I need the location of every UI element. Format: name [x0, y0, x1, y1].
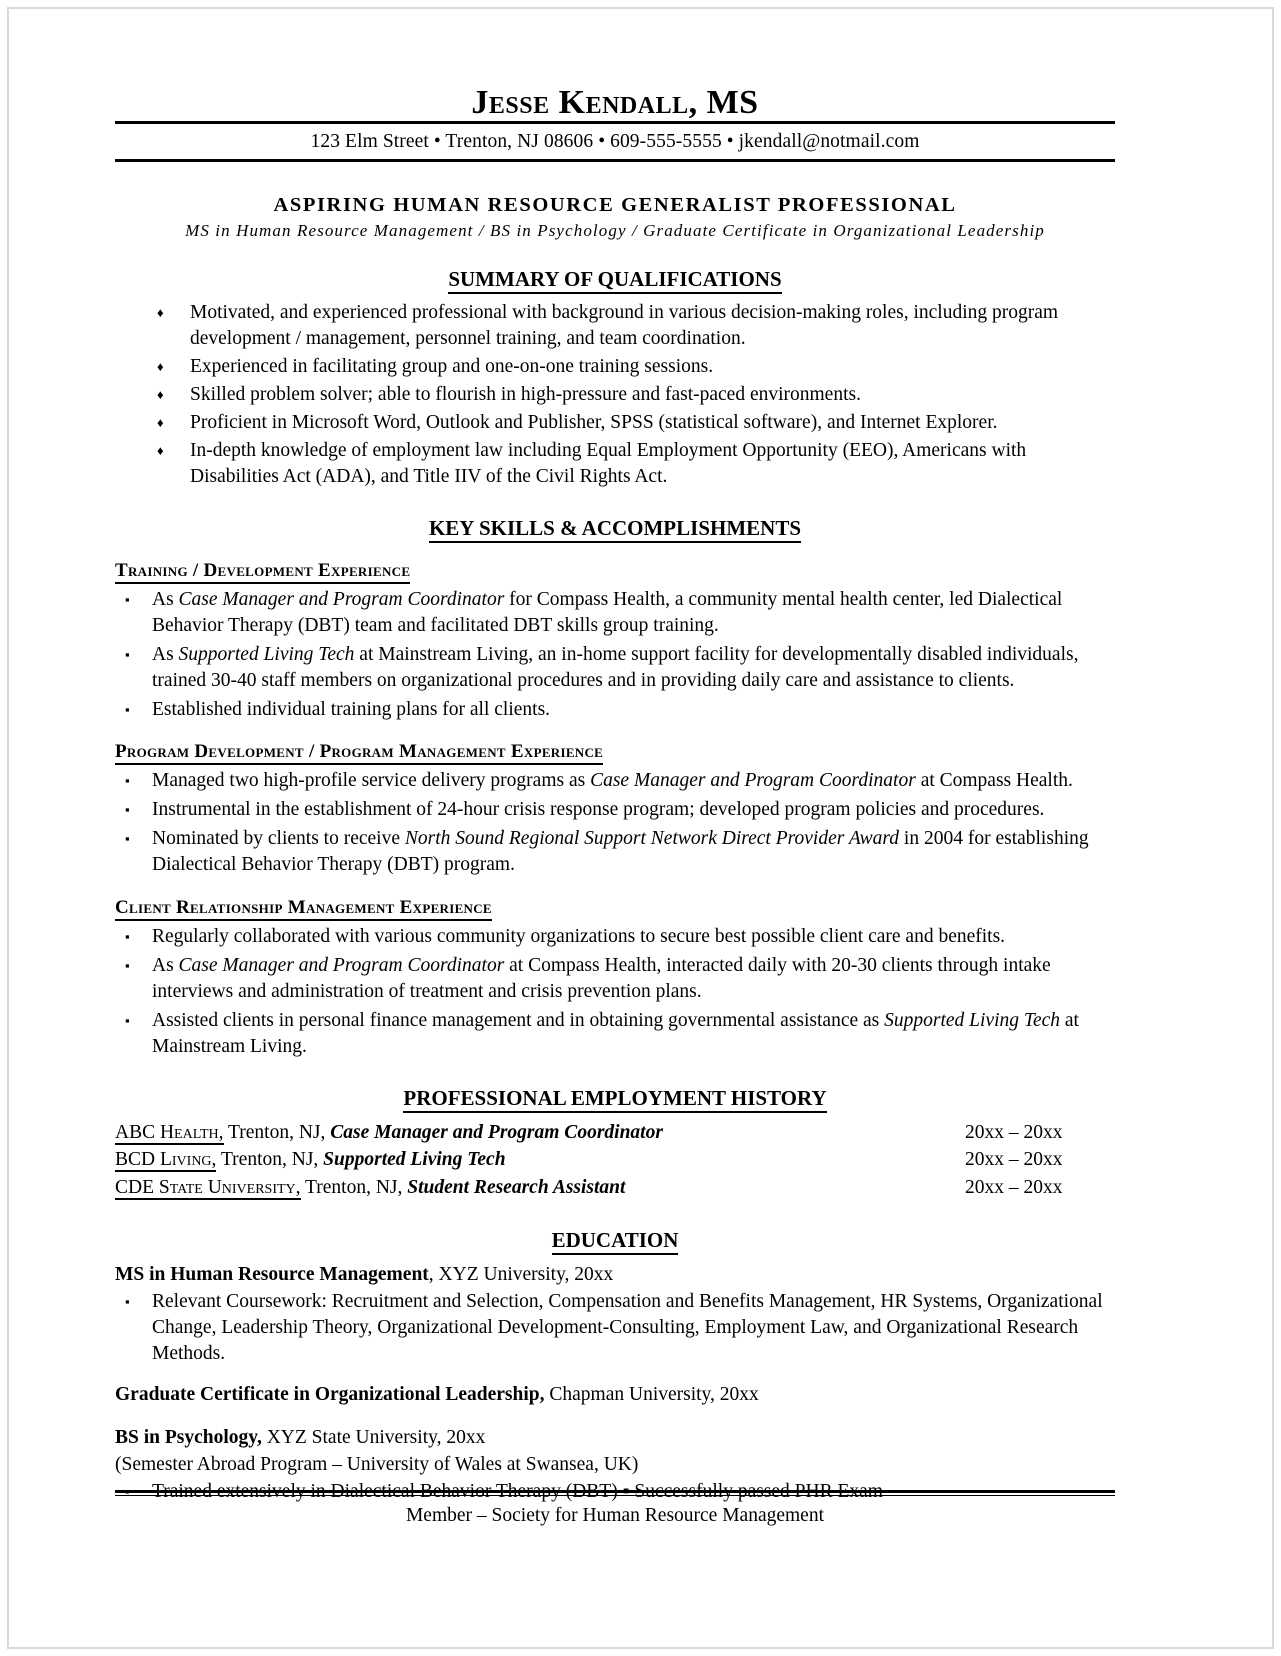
job-company: ABC Health,	[115, 1121, 224, 1143]
list-item-emphasis: North Sound Regional Support Network Direct Provider Award	[404, 828, 900, 850]
header-rule-bottom	[115, 159, 1115, 162]
list-item	[115, 953, 1115, 1005]
education-entry-ms	[115, 1262, 1115, 1367]
subsection-list	[115, 768, 1115, 878]
professional-headline: ASPIRING HUMAN RESOURCE GENERALIST PROFESSIONAL	[273, 194, 957, 217]
list-item-text: Instrumental in the establishment of 24-hour crisis response program; developed program policies and procedures.	[152, 799, 1045, 821]
list-item	[115, 924, 1115, 950]
candidate-name	[115, 84, 1115, 121]
subsection-heading-text: Training / Development Experience	[115, 560, 410, 584]
section-heading-key-skills	[115, 516, 1115, 541]
diamond-bullet-icon: ♦	[157, 387, 164, 403]
section-heading-employment	[115, 1086, 1115, 1111]
list-item-text: for Compass Health, a community mental health center, led Dialectical Behavior Therapy (DBT) team and facilitated DBT skills group training.	[152, 588, 1063, 636]
job-location: Trenton, NJ,	[300, 1177, 408, 1199]
list-item-emphasis: Supported Living Tech	[884, 1009, 1061, 1031]
page-footer	[115, 1490, 1115, 1527]
table-row	[115, 1146, 1115, 1174]
subsection-heading	[115, 897, 1115, 919]
inline-square-bullet-icon: ▪	[622, 1481, 630, 1503]
square-bullet-icon: ▪	[125, 591, 130, 607]
list-item-text: Regularly collaborated with various community organizations to secure best possible client care and benefits.	[152, 926, 1006, 948]
education-degree-bs-detail: XYZ State University, 20xx	[261, 1427, 486, 1449]
list-item-text: Assisted clients in personal finance management and in obtaining governmental assistance as	[152, 1009, 885, 1031]
list-item	[115, 768, 1115, 794]
list-item-text: As	[152, 955, 179, 977]
education-degree-ms-title: MS in Human Resource Management	[115, 1263, 429, 1285]
list-item-text: As	[152, 588, 179, 610]
section-heading-education-text: EDUCATION	[552, 1228, 679, 1255]
job-description	[115, 1174, 921, 1202]
education-degree-certificate-detail: Chapman University, 20xx	[544, 1384, 759, 1406]
table-row	[115, 1119, 1115, 1147]
list-item-text: In-depth knowledge of employment law including Equal Employment Opportunity (EEO), Americans with Disabilities Act (ADA), and Title IIV of the Civil Rights Act.	[190, 440, 1027, 487]
coursework-text: Relevant Coursework: Recruitment and Selection, Compensation and Benefits Management, HR Systems, Organizational Change, Leadership Theory, Organizational Development-Consulting, Employment Law, and Organizational Research Methods.	[152, 1290, 1103, 1364]
candidate-name-suffix: MS	[706, 84, 759, 121]
job-title: Supported Living Tech	[323, 1149, 506, 1171]
list-item-text: at Compass Health.	[915, 770, 1073, 792]
list-item-emphasis: Case Manager and Program Coordinator	[178, 588, 505, 610]
square-bullet-icon: ▪	[125, 831, 130, 847]
list-item	[115, 382, 1115, 408]
diamond-bullet-icon: ♦	[157, 415, 164, 431]
list-item-text: in 2004 for establishing Dialectical Behavior Therapy (DBT) program.	[152, 828, 1089, 876]
education-degree-bs	[115, 1425, 1115, 1452]
list-item-text: Experienced in facilitating group and one-on-one training sessions.	[190, 356, 714, 378]
square-bullet-icon: ▪	[125, 1012, 130, 1028]
job-description	[115, 1146, 921, 1174]
list-item	[115, 587, 1115, 639]
job-location: Trenton, NJ,	[216, 1149, 324, 1171]
list-item	[115, 1289, 1115, 1367]
list-item-text: Motivated, and experienced professional with background in various decision-making roles, including program development / management, personnel training, and team coordination.	[190, 302, 1059, 350]
job-company: CDE State University,	[115, 1177, 301, 1199]
training-text-a: Trained extensively in Dialectical Behavior Therapy (DBT)	[152, 1481, 623, 1503]
list-item-emphasis: Case Manager and Program Coordinator	[590, 770, 916, 792]
job-dates: 20xx – 20xx	[965, 1177, 1063, 1199]
section-heading-employment-text: PROFESSIONAL EMPLOYMENT HISTORY	[403, 1086, 826, 1113]
section-heading-summary-text: SUMMARY OF QUALIFICATIONS	[448, 267, 781, 294]
education-degree-bs-title: BS in Psychology,	[115, 1427, 262, 1449]
subsection-list	[115, 587, 1115, 723]
candidate-name-text: Jesse Kendall,	[471, 84, 698, 121]
subsection-heading	[115, 560, 1115, 582]
subsection-heading-text: Client Relationship Management Experience	[115, 897, 492, 921]
list-item	[115, 438, 1115, 490]
job-title: Case Manager and Program Coordinator	[330, 1121, 663, 1143]
list-item-text: Skilled problem solver; able to flourish in high-pressure and fast-paced environments.	[190, 384, 861, 406]
education-entry-certificate	[115, 1382, 1115, 1409]
key-skills-groups	[115, 560, 1115, 1060]
contact-line: 123 Elm Street • Trenton, NJ 08606 • 609-555-5555 • jkendall@notmail.com	[310, 131, 920, 153]
list-item-text: at Compass Health, interacted daily with 20-30 clients through intake interviews and administration of treatment and crisis prevention plans.	[152, 955, 1051, 1002]
education-degree-ms	[115, 1262, 1115, 1289]
square-bullet-icon: ▪	[125, 1484, 130, 1500]
list-item	[115, 642, 1115, 694]
diamond-bullet-icon: ♦	[157, 443, 164, 458]
job-title: Student Research Assistant	[407, 1177, 626, 1199]
credentials-line: MS in Human Resource Management / BS in Psychology / Graduate Certificate in Organizational Leadership	[185, 221, 1045, 241]
section-heading-key-skills-text: KEY SKILLS & ACCOMPLISHMENTS	[429, 516, 801, 543]
list-item-text: As	[152, 643, 179, 665]
square-bullet-icon: ▪	[125, 646, 130, 662]
summary-list	[115, 300, 1115, 489]
list-item	[115, 300, 1115, 352]
list-item-text: Proficient in Microsoft Word, Outlook and Publisher, SPSS (statistical software), and Internet Explorer.	[190, 412, 998, 434]
job-dates: 20xx – 20xx	[965, 1149, 1063, 1171]
square-bullet-icon: ▪	[125, 802, 130, 818]
list-item	[115, 1008, 1115, 1060]
list-item	[115, 826, 1115, 878]
section-heading-education	[115, 1228, 1115, 1253]
list-item	[115, 410, 1115, 436]
diamond-bullet-icon: ♦	[157, 359, 164, 375]
list-item	[115, 697, 1115, 723]
diamond-bullet-icon: ♦	[157, 305, 164, 321]
job-company: BCD Living,	[115, 1149, 217, 1171]
list-item	[115, 354, 1115, 380]
list-item-emphasis: Case Manager and Program Coordinator	[178, 955, 505, 977]
resume-content	[115, 0, 1115, 1508]
education-degree-certificate	[115, 1382, 1115, 1409]
list-item-text: at Mainstream Living.	[152, 1009, 1079, 1057]
job-description	[115, 1119, 921, 1147]
subsection-heading-text: Program Development / Program Management Experience	[115, 741, 603, 765]
subsection-list	[115, 924, 1115, 1060]
footer-membership-text: Member – Society for Human Resource Management	[405, 1505, 825, 1526]
list-item-text: Managed two high-profile service delivery programs as	[152, 770, 591, 792]
square-bullet-icon: ▪	[125, 958, 130, 974]
list-item-emphasis: Supported Living Tech	[178, 643, 355, 665]
list-item-text: at Mainstream Living, an in-home support facility for developmentally disabled individuals, trained 30-40 staff members on organizational procedures and in providing daily care and assistance to clients.	[152, 643, 1079, 691]
list-item-text: Established individual training plans for all clients.	[152, 698, 551, 720]
square-bullet-icon: ▪	[125, 773, 130, 789]
square-bullet-icon: ▪	[125, 929, 130, 945]
square-bullet-icon: ▪	[125, 1293, 130, 1309]
education-degree-ms-detail: , XYZ University, 20xx	[428, 1263, 614, 1285]
job-dates: 20xx – 20xx	[965, 1121, 1063, 1143]
section-heading-summary	[115, 267, 1115, 292]
list-item	[115, 797, 1115, 823]
education-abroad-note: (Semester Abroad Program – University of Wales at Swansea, UK)	[115, 1454, 639, 1476]
job-location: Trenton, NJ,	[223, 1121, 331, 1143]
employment-table	[115, 1119, 1115, 1202]
table-row	[115, 1174, 1115, 1202]
list-item-text: Nominated by clients to receive	[152, 828, 405, 850]
training-text-b: Successfully passed PHR Exam	[629, 1481, 883, 1503]
subsection-heading	[115, 741, 1115, 763]
square-bullet-icon: ▪	[125, 701, 130, 717]
coursework-list	[115, 1289, 1115, 1367]
education-degree-certificate-title: Graduate Certificate in Organizational Leadership,	[115, 1384, 545, 1406]
